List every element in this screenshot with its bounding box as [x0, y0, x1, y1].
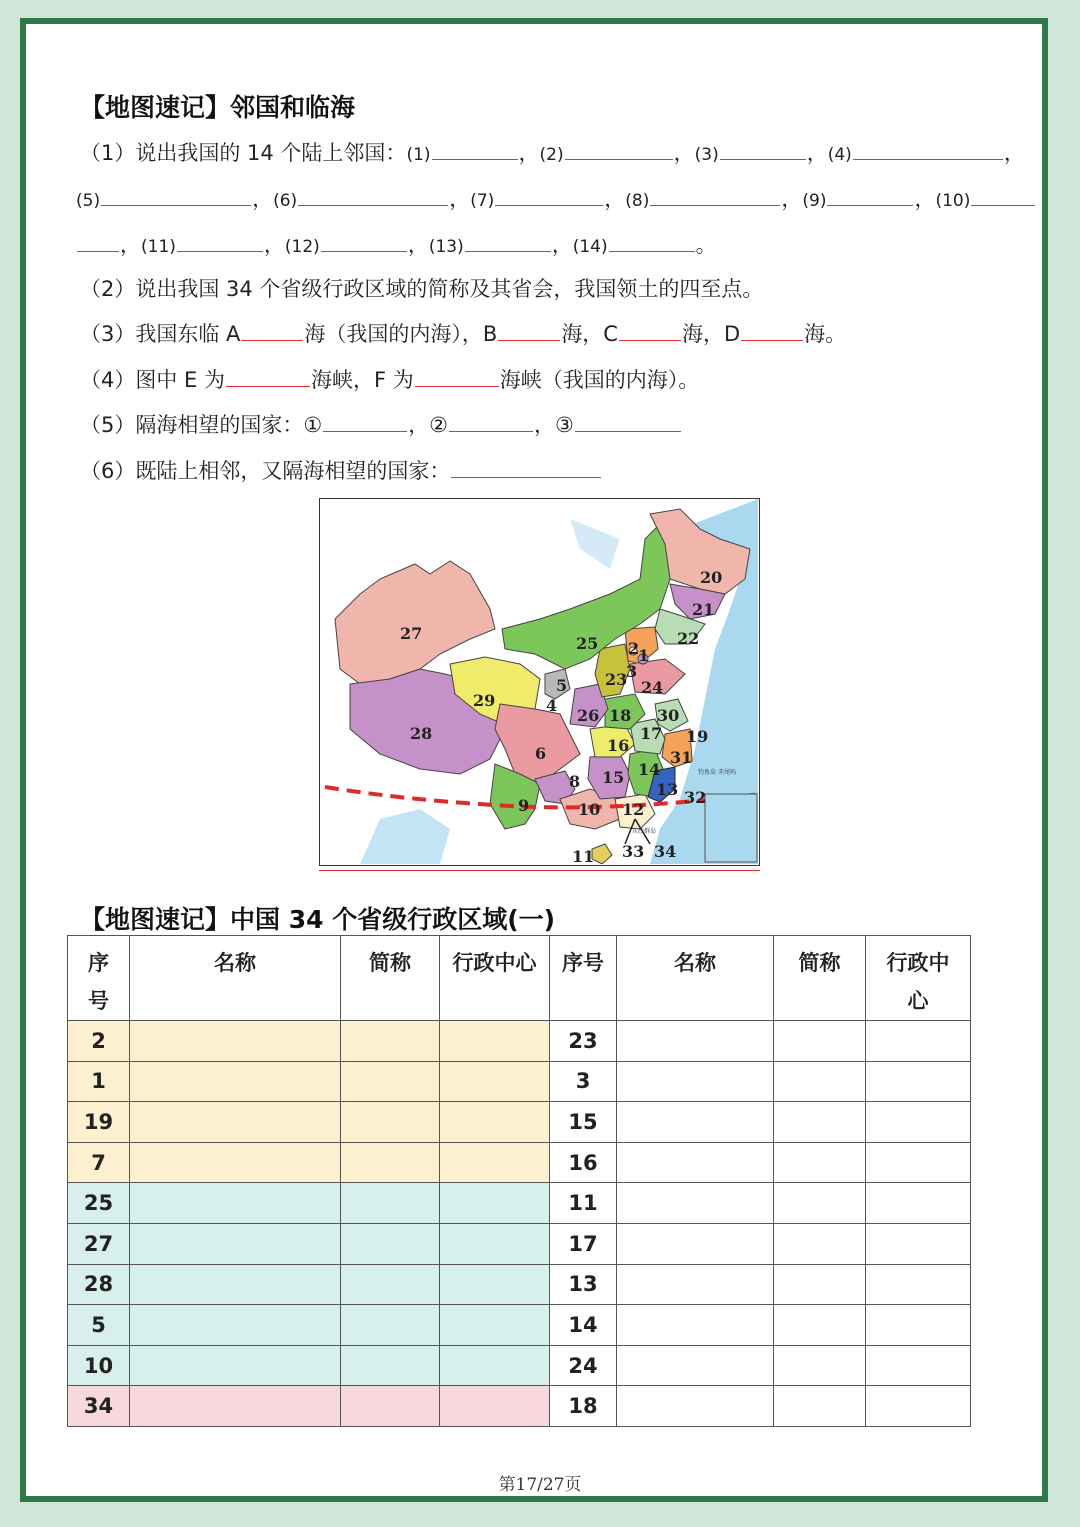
- map-label-14: 14: [638, 760, 661, 779]
- right-seq: 17: [550, 1223, 617, 1264]
- map-text-dongsha: 东沙群岛: [632, 828, 657, 835]
- map-label-5: 5: [556, 676, 568, 695]
- blank-strait-f[interactable]: [415, 366, 499, 387]
- map-label-20: 20: [700, 568, 723, 587]
- right-center-cell[interactable]: [866, 1386, 971, 1427]
- blank-4[interactable]: [853, 139, 1003, 160]
- right-seq: 14: [550, 1305, 617, 1346]
- header-center: 行政中心: [440, 936, 550, 1021]
- right-seq: 23: [550, 1021, 617, 1062]
- map-label-19: 19: [686, 727, 709, 746]
- right-name-cell[interactable]: [617, 1264, 774, 1305]
- right-center-cell[interactable]: [866, 1345, 971, 1386]
- left-seq: 34: [68, 1386, 130, 1427]
- blank-overseas-3[interactable]: [575, 411, 681, 432]
- left-name-cell[interactable]: [130, 1223, 341, 1264]
- map-label-27: 27: [400, 624, 423, 643]
- right-abbr-cell[interactable]: [774, 1386, 866, 1427]
- left-abbr-cell[interactable]: [341, 1223, 440, 1264]
- question-1-line-3: ，(11) ，(12) ，(13) ，(14) 。: [76, 230, 717, 262]
- left-abbr-cell[interactable]: [341, 1386, 440, 1427]
- map-text-diaoyu: 钓鱼岛: [698, 769, 717, 776]
- blank-10-cont[interactable]: [77, 231, 119, 252]
- map-label-21: 21: [692, 600, 715, 619]
- left-abbr-cell[interactable]: [341, 1021, 440, 1062]
- question-2: （2）说出我国 34 个省级行政区域的简称及其省会，我国领土的四至点。: [80, 277, 764, 301]
- map-label-32: 32: [684, 788, 707, 807]
- table-row: [68, 1386, 971, 1427]
- header-name-2: 名称: [617, 936, 774, 1021]
- right-name-cell[interactable]: [617, 1223, 774, 1264]
- map-text-chiwei: 赤尾屿: [718, 769, 737, 776]
- question-3: （3）我国东临 A 海（我国的内海），B 海，C 海，D 海。: [80, 322, 847, 346]
- right-abbr-cell[interactable]: [774, 1102, 866, 1143]
- question-1-line-2: (5) ，(6) ，(7) ，(8) ，(9) ，(10): [76, 184, 1036, 216]
- map-label-26: 26: [577, 706, 600, 725]
- right-abbr-cell[interactable]: [774, 1264, 866, 1305]
- blank-1[interactable]: [432, 139, 518, 160]
- blank-sea-a[interactable]: [241, 320, 303, 341]
- blank-14[interactable]: [609, 231, 695, 252]
- blank-sea-c[interactable]: [619, 320, 681, 341]
- right-center-cell[interactable]: [866, 1061, 971, 1102]
- left-name-cell[interactable]: [130, 1386, 341, 1427]
- left-center-cell[interactable]: [440, 1386, 550, 1427]
- header-seq: 序号: [68, 936, 130, 1021]
- blank-13[interactable]: [465, 231, 551, 252]
- right-seq: 13: [550, 1264, 617, 1305]
- blank-overseas-1[interactable]: [323, 411, 407, 432]
- map-label-11: 11: [572, 847, 595, 864]
- table-row: [68, 1102, 971, 1143]
- section-title-provinces: 【地图速记】中国 34 个省级行政区域(一): [80, 905, 556, 934]
- right-abbr-cell[interactable]: [774, 1061, 866, 1102]
- right-name-cell[interactable]: [617, 1061, 774, 1102]
- blank-12[interactable]: [321, 231, 407, 252]
- map-label-34: 34: [654, 842, 677, 861]
- blank-both[interactable]: [451, 457, 601, 478]
- province-table: [67, 935, 971, 1427]
- left-abbr-cell[interactable]: [341, 1061, 440, 1102]
- left-seq: 27: [68, 1223, 130, 1264]
- blank-sea-b[interactable]: [498, 320, 560, 341]
- table-row: [68, 1142, 971, 1183]
- left-abbr-cell[interactable]: [341, 1142, 440, 1183]
- left-name-cell[interactable]: [130, 1183, 341, 1224]
- table-row: [68, 1223, 971, 1264]
- right-name-cell[interactable]: [617, 1021, 774, 1062]
- left-name-cell[interactable]: [130, 1345, 341, 1386]
- map-label-2: 2: [628, 639, 640, 658]
- right-name-cell[interactable]: [617, 1305, 774, 1346]
- right-abbr-cell[interactable]: [774, 1021, 866, 1062]
- map-label-31: 31: [670, 748, 693, 767]
- blank-10[interactable]: [971, 185, 1035, 206]
- right-name-cell[interactable]: [617, 1142, 774, 1183]
- left-abbr-cell[interactable]: [341, 1264, 440, 1305]
- right-abbr-cell[interactable]: [774, 1305, 866, 1346]
- right-center-cell[interactable]: [866, 1264, 971, 1305]
- blank-3[interactable]: [720, 139, 806, 160]
- left-name-cell[interactable]: [130, 1305, 341, 1346]
- left-abbr-cell[interactable]: [341, 1102, 440, 1143]
- right-name-cell[interactable]: [617, 1183, 774, 1224]
- left-center-cell[interactable]: [440, 1021, 550, 1062]
- left-seq: 7: [68, 1142, 130, 1183]
- map-label-8: 8: [569, 772, 581, 791]
- left-name-cell[interactable]: [130, 1061, 341, 1102]
- table-row: [68, 1061, 971, 1102]
- header-seq-2: 序号: [550, 936, 617, 1021]
- map-label-25: 25: [576, 634, 599, 653]
- map-underline: [319, 870, 760, 871]
- right-abbr-cell[interactable]: [774, 1142, 866, 1183]
- left-center-cell[interactable]: [440, 1345, 550, 1386]
- left-name-cell[interactable]: [130, 1102, 341, 1143]
- right-seq: 24: [550, 1345, 617, 1386]
- right-seq: 16: [550, 1142, 617, 1183]
- header-abbr-2: 简称: [774, 936, 866, 1021]
- blank-8[interactable]: [650, 185, 780, 206]
- map-label-16: 16: [607, 736, 630, 755]
- left-seq: 28: [68, 1264, 130, 1305]
- right-center-cell[interactable]: [866, 1021, 971, 1062]
- left-center-cell[interactable]: [440, 1142, 550, 1183]
- left-center-cell[interactable]: [440, 1305, 550, 1346]
- table-row: [68, 1183, 971, 1224]
- question-1-line-1: （1）说出我国的 14 个陆上邻国：(1) ，(2) ，(3) ，(4) ，: [80, 141, 1025, 165]
- question-4: （4）图中 E 为 海峡，F 为 海峡（我国的内海）。: [80, 368, 700, 392]
- map-label-15: 15: [602, 768, 625, 787]
- table-row: [68, 1345, 971, 1386]
- left-center-cell[interactable]: [440, 1264, 550, 1305]
- right-center-cell[interactable]: [866, 1102, 971, 1143]
- south-sea-inset: [705, 794, 757, 862]
- map-label-3: 3: [626, 662, 638, 681]
- map-label-23: 23: [605, 670, 628, 689]
- left-seq: 19: [68, 1102, 130, 1143]
- right-seq: 18: [550, 1386, 617, 1427]
- header-name: 名称: [130, 936, 341, 1021]
- blank-6[interactable]: [298, 185, 448, 206]
- left-seq: 2: [68, 1021, 130, 1062]
- right-seq: 11: [550, 1183, 617, 1224]
- map-label-33: 33: [622, 842, 645, 861]
- left-name-cell[interactable]: [130, 1142, 341, 1183]
- left-abbr-cell[interactable]: [341, 1305, 440, 1346]
- map-label-28: 28: [410, 724, 433, 743]
- table-row: [68, 1305, 971, 1346]
- question-6: （6）既陆上相邻，又隔海相望的国家：: [80, 456, 602, 486]
- right-abbr-cell[interactable]: [774, 1345, 866, 1386]
- map-label-9: 9: [518, 796, 530, 815]
- header-center-2: 行政中心: [866, 936, 971, 1021]
- right-center-cell[interactable]: [866, 1305, 971, 1346]
- left-abbr-cell[interactable]: [341, 1345, 440, 1386]
- map-label-1: 1: [638, 646, 650, 665]
- map-label-29: 29: [473, 691, 496, 710]
- left-seq: 1: [68, 1061, 130, 1102]
- map-label-4: 4: [546, 696, 558, 715]
- right-name-cell[interactable]: [617, 1102, 774, 1143]
- right-seq: 15: [550, 1102, 617, 1143]
- table-header-row: [68, 936, 971, 1021]
- map-label-30: 30: [657, 706, 680, 725]
- left-name-cell[interactable]: [130, 1021, 341, 1062]
- map-label-13: 13: [656, 780, 679, 799]
- right-name-cell[interactable]: [617, 1345, 774, 1386]
- right-abbr-cell[interactable]: [774, 1223, 866, 1264]
- right-center-cell[interactable]: [866, 1142, 971, 1183]
- table-row: [68, 1021, 971, 1062]
- left-seq: 10: [68, 1345, 130, 1386]
- right-name-cell[interactable]: [617, 1386, 774, 1427]
- left-center-cell[interactable]: [440, 1102, 550, 1143]
- map-label-6: 6: [535, 744, 547, 763]
- map-label-18: 18: [609, 706, 632, 725]
- blank-5[interactable]: [101, 185, 251, 206]
- map-svg: [320, 499, 758, 864]
- blank-sea-d[interactable]: [741, 320, 803, 341]
- map-label-10: 10: [578, 800, 601, 819]
- blank-9[interactable]: [827, 185, 913, 206]
- blank-strait-e[interactable]: [226, 366, 310, 387]
- left-seq: 25: [68, 1183, 130, 1224]
- right-abbr-cell[interactable]: [774, 1183, 866, 1224]
- map-label-24: 24: [641, 678, 664, 697]
- left-seq: 5: [68, 1305, 130, 1346]
- right-center-cell[interactable]: [866, 1183, 971, 1224]
- left-abbr-cell[interactable]: [341, 1183, 440, 1224]
- left-center-cell[interactable]: [440, 1183, 550, 1224]
- right-center-cell[interactable]: [866, 1223, 971, 1264]
- left-center-cell[interactable]: [440, 1223, 550, 1264]
- map-label-22: 22: [677, 629, 700, 648]
- table-row: [68, 1264, 971, 1305]
- left-center-cell[interactable]: [440, 1061, 550, 1102]
- right-seq: 3: [550, 1061, 617, 1102]
- blank-overseas-2[interactable]: [449, 411, 533, 432]
- map-label-12: 12: [622, 800, 645, 819]
- page-number: 第17/27页: [498, 1475, 582, 1495]
- section-title-neighbors: 【地图速记】邻国和临海: [80, 93, 356, 122]
- blank-2[interactable]: [565, 139, 673, 160]
- question-5: （5）隔海相望的国家：① ，② ，③: [80, 410, 682, 440]
- blank-7[interactable]: [495, 185, 603, 206]
- map-label-17: 17: [640, 724, 663, 743]
- blank-11[interactable]: [177, 231, 263, 252]
- china-province-map: [319, 498, 760, 866]
- header-abbr: 简称: [341, 936, 440, 1021]
- left-name-cell[interactable]: [130, 1264, 341, 1305]
